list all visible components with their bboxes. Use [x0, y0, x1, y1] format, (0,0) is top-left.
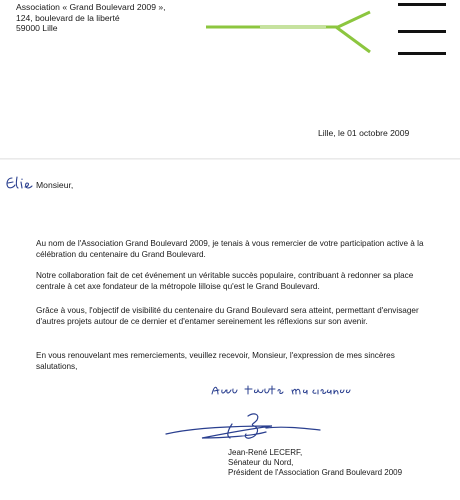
body-paragraph-1: Au nom de l'Association Grand Boulevard 2009, je tenais à vous remercier de votre participation active à la célébration du centenaire du Grand Boulevard. — [36, 239, 424, 259]
body-paragraph-3: Grâce à vous, l'objectif de visibilité du centenaire du Grand Boulevard sera atteint, permettant d'envisager d'autres projets autour de ce dernier et d'entamer sereinement les réflexions sur son avenir. — [36, 306, 419, 326]
header-bars-decoration — [398, 0, 448, 60]
signature — [162, 408, 332, 448]
paper-fold-line — [0, 158, 460, 160]
salutation: Monsieur, — [36, 180, 74, 190]
body-paragraph-4: En vous renouvelant mes remerciements, veuillez recevoir, Monsieur, l'expression de mes sincères salutations, — [36, 351, 395, 371]
signatory-title-1: Sénateur du Nord, — [228, 458, 294, 467]
handwriting-elie-icon — [4, 175, 34, 191]
date-line: Lille, le 01 octobre 2009 — [318, 128, 410, 138]
signatory-name: Jean-René LECERF, — [228, 448, 303, 457]
handwritten-recipient — [4, 175, 34, 196]
signatory-block — [228, 448, 402, 478]
signatory-title-2: Président de l'Association Grand Boulevard 2009 — [228, 468, 403, 477]
grand-boulevard-logo — [200, 10, 380, 70]
sender-line-3: 59000 Lille — [16, 23, 58, 33]
body-paragraph-2: Notre collaboration fait de cet événement un véritable succès populaire, contribuant à redonner sa place centrale à cet axe fondateur de la métropole lilloise qu'est le Grand Boulevard. — [36, 271, 414, 291]
handwritten-closing — [208, 380, 358, 402]
sender-line-2: 124, boulevard de la liberté — [16, 12, 120, 23]
sender-address — [16, 2, 166, 34]
sender-line-1: Association « Grand Boulevard 2009 », — [16, 2, 166, 12]
